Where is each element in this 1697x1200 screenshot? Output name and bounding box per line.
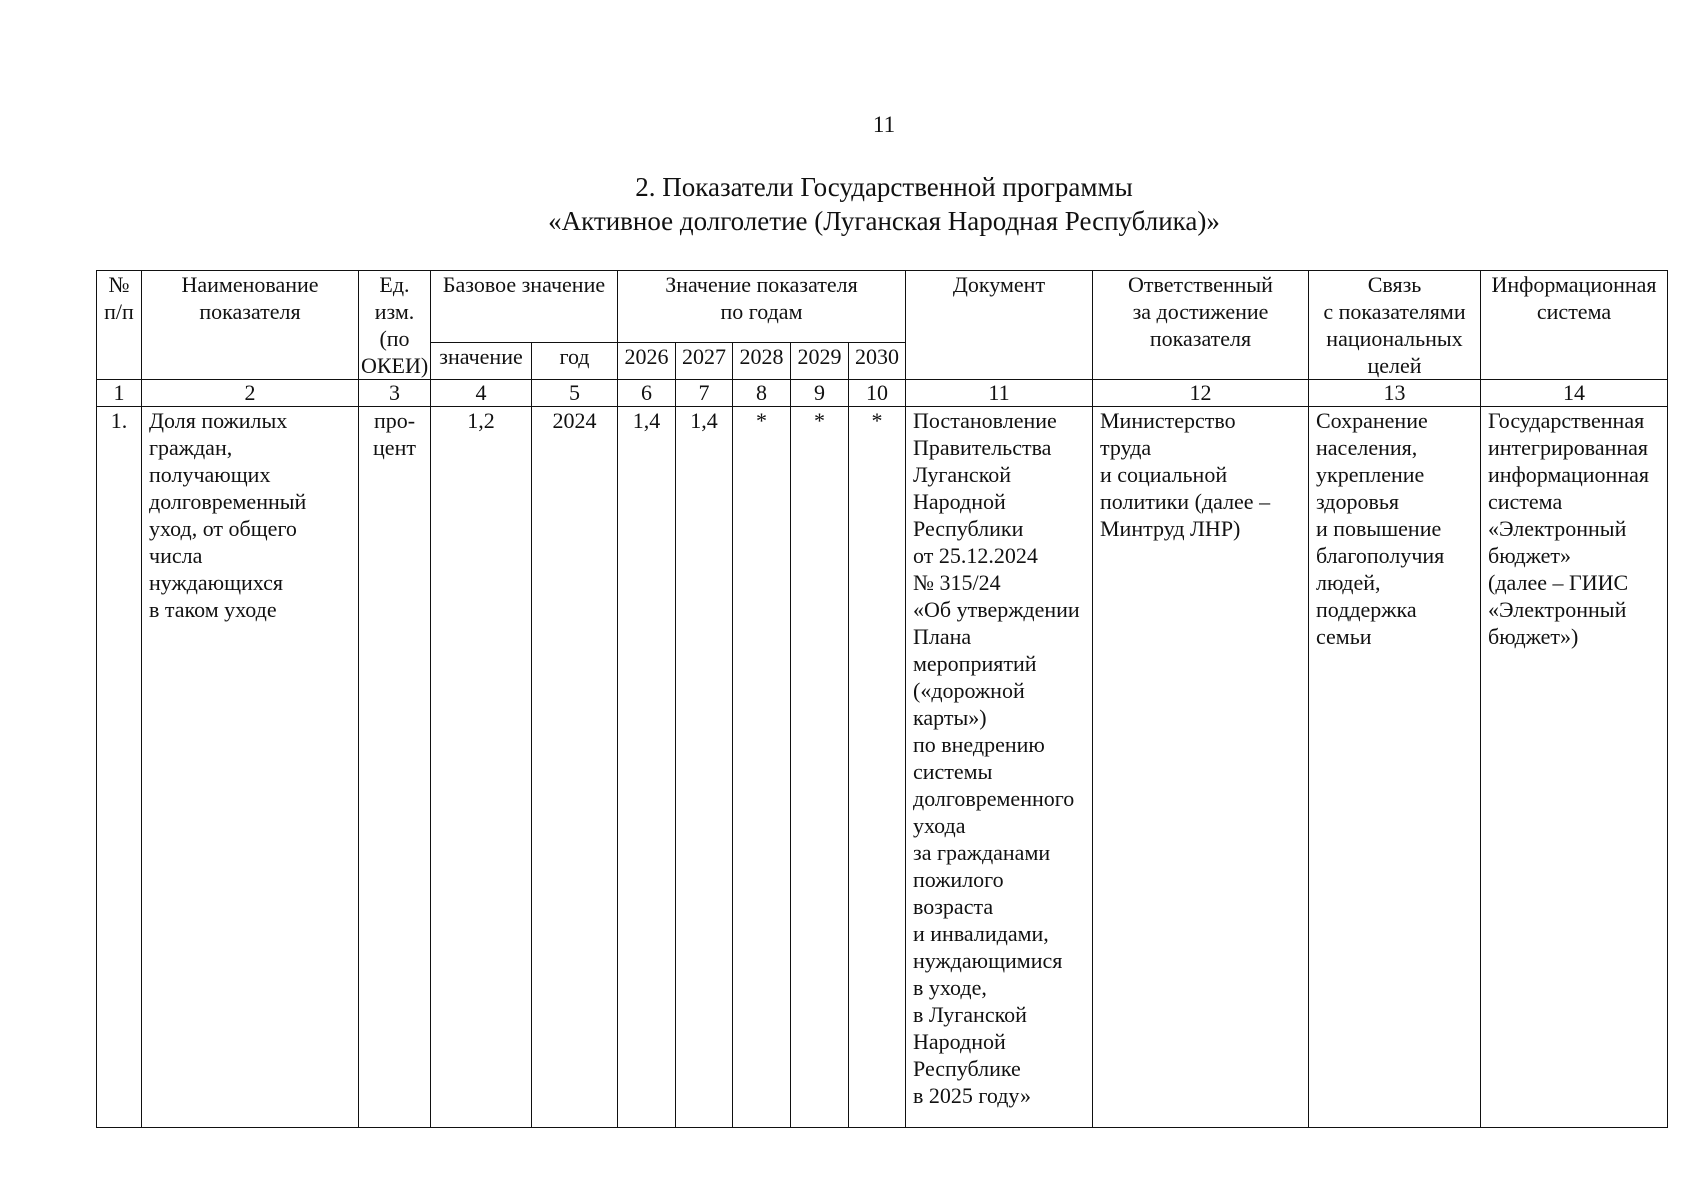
column-number: 6 (618, 380, 676, 407)
value-2026-cell: 1,4 (618, 407, 676, 1128)
column-number: 1 (97, 380, 142, 407)
column-number: 12 (1093, 380, 1309, 407)
column-number: 5 (532, 380, 618, 407)
column-number: 3 (359, 380, 431, 407)
column-number: 7 (676, 380, 733, 407)
indicator-name-cell: Доля пожилых граждан, получающих долговременный уход, от общего числа нуждающихся в таком уходе (142, 407, 359, 1128)
value-2029-cell: * (791, 407, 849, 1128)
header-row-1 (97, 271, 1668, 343)
responsible-cell: Министерство труда и социальной политики (далее – Минтруд ЛНР) (1093, 407, 1309, 1128)
column-number: 13 (1309, 380, 1481, 407)
column-number: 2 (142, 380, 359, 407)
page-title-line-2: «Активное долголетие (Луганская Народная Республика)» (548, 206, 1220, 236)
column-number: 10 (849, 380, 906, 407)
base-year-cell: 2024 (532, 407, 618, 1128)
header-year-2026: 2026 (618, 343, 676, 380)
page-number: 11 (872, 112, 896, 137)
header-year-2029: 2029 (791, 343, 849, 380)
header-base-year: год (532, 343, 618, 380)
unit-cell: про- цент (359, 407, 431, 1128)
value-2030-cell: * (849, 407, 906, 1128)
national-goals-link-cell: Сохранение населения, укрепление здоровья и повышение благополучия людей, поддержка семьи (1309, 407, 1481, 1128)
header-year-2030: 2030 (849, 343, 906, 380)
indicators-table (96, 270, 1668, 1128)
header-info-system: Информационная система (1481, 271, 1668, 380)
base-value-cell: 1,2 (431, 407, 532, 1128)
column-number: 4 (431, 380, 532, 407)
header-base: Базовое значение (431, 271, 618, 343)
column-number-row (97, 380, 1668, 407)
header-responsible: Ответственный за достижение показателя (1093, 271, 1309, 380)
page-title (0, 170, 1697, 238)
header-name: Наименование показателя (142, 271, 359, 380)
header-document: Документ (906, 271, 1093, 380)
header-link: Связь с показателями национальных целей (1309, 271, 1481, 380)
column-number: 14 (1481, 380, 1668, 407)
info-system-cell: Государственная интегрированная информационная система «Электронный бюджет» (далее – ГИИС «Электронный бюджет») (1481, 407, 1668, 1128)
table-row (97, 407, 1668, 1128)
page-title-line-1: 2. Показатели Государственной программы (635, 172, 1133, 202)
column-number: 8 (733, 380, 791, 407)
header-by-years: Значение показателя по годам (618, 271, 906, 343)
document-cell: Постановление Правительства Луганской Народной Республики от 25.12.2024 № 315/24 «Об утверждении Плана мероприятий («дорожной карты») по внедрению системы долговременного ухода за гражданами пожилого возраста и инвалидами, нуждающимися в уходе, в Луганской Народной Республике в 2025 году» (906, 407, 1093, 1128)
column-number: 11 (906, 380, 1093, 407)
row-num-cell: 1. (97, 407, 142, 1128)
header-year-2027: 2027 (676, 343, 733, 380)
header-unit: Ед. изм. (по ОКЕИ) (359, 271, 431, 380)
value-2028-cell: * (733, 407, 791, 1128)
value-2027-cell: 1,4 (676, 407, 733, 1128)
header-num: № п/п (97, 271, 142, 380)
header-year-2028: 2028 (733, 343, 791, 380)
column-number: 9 (791, 380, 849, 407)
header-base-value: значение (431, 343, 532, 380)
